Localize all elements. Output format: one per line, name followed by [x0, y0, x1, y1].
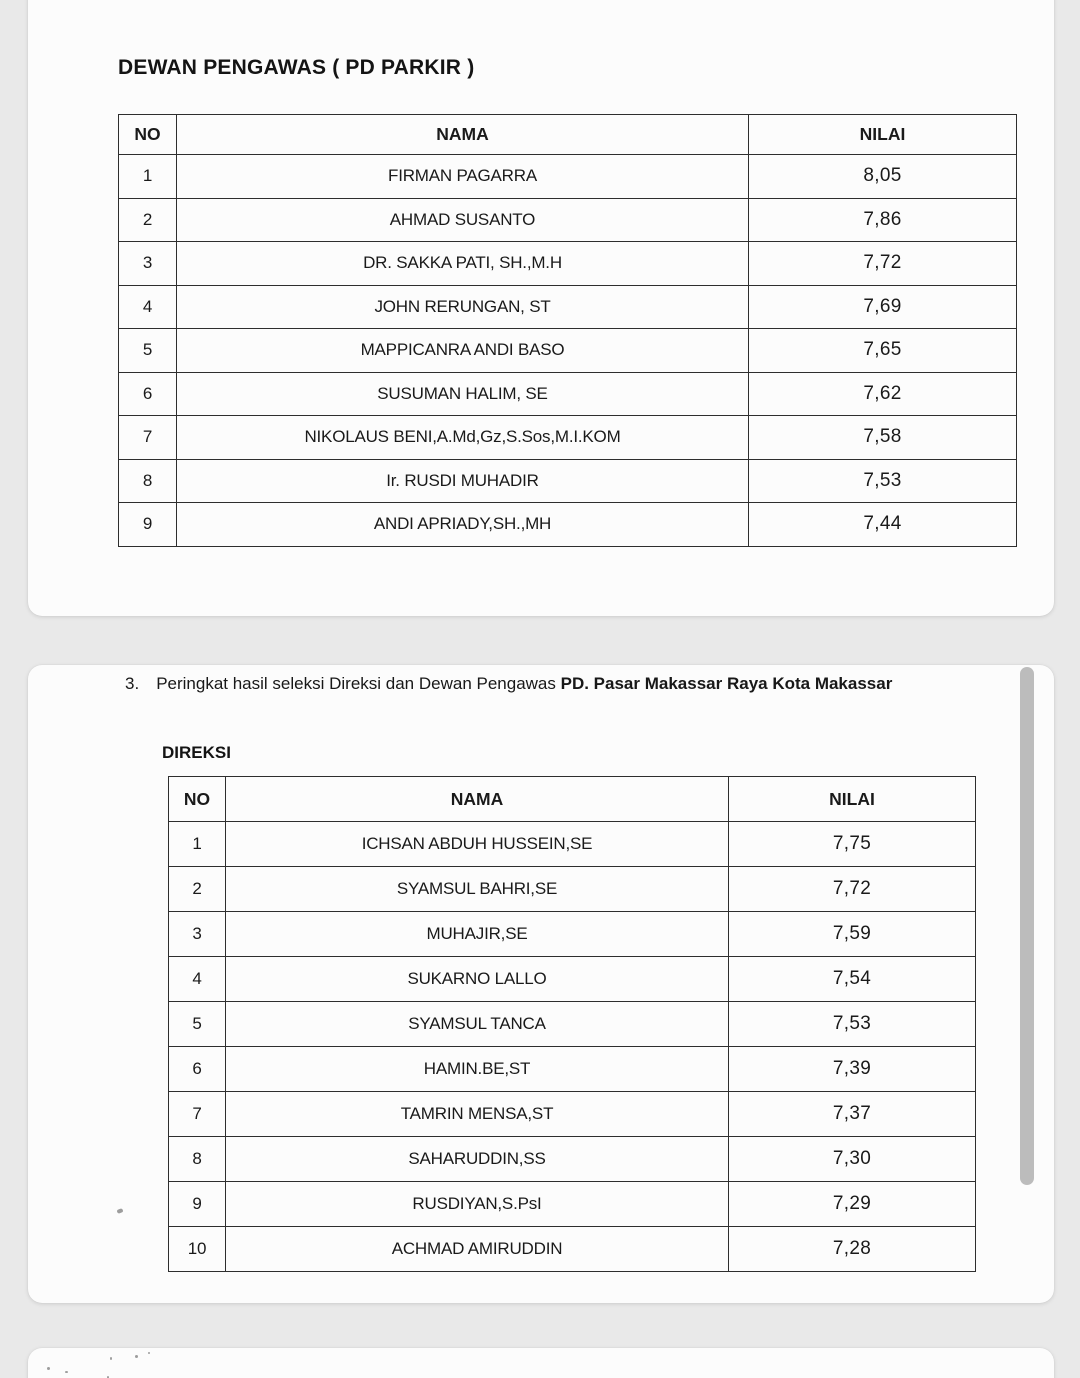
cell-no: 3 [169, 912, 226, 957]
cell-no: 10 [169, 1227, 226, 1272]
cell-nilai: 7,72 [749, 242, 1017, 286]
cell-nama: HAMIN.BE,ST [226, 1047, 729, 1092]
cell-nilai: 7,29 [729, 1182, 976, 1227]
cell-nama: AHMAD SUSANTO [177, 198, 749, 242]
cell-nama: ICHSAN ABDUH HUSSEIN,SE [226, 822, 729, 867]
cell-no: 7 [169, 1092, 226, 1137]
scan-speck [65, 1371, 68, 1373]
cell-nilai: 7,75 [729, 822, 976, 867]
cell-nama: DR. SAKKA PATI, SH.,M.H [177, 242, 749, 286]
header-nama: NAMA [177, 115, 749, 155]
table-row [169, 1227, 976, 1272]
cell-no: 5 [169, 1002, 226, 1047]
cell-no: 4 [119, 285, 177, 329]
cell-no: 8 [119, 459, 177, 503]
cell-nilai: 7,58 [749, 416, 1017, 460]
scan-speck [110, 1357, 112, 1360]
cell-nilai: 7,30 [729, 1137, 976, 1182]
header-no: NO [119, 115, 177, 155]
cell-no: 2 [119, 198, 177, 242]
scrollbar-thumb[interactable] [1020, 667, 1034, 1185]
cell-no: 2 [169, 867, 226, 912]
cell-no: 1 [169, 822, 226, 867]
cell-no: 7 [119, 416, 177, 460]
cell-no: 6 [169, 1047, 226, 1092]
cell-nilai: 7,86 [749, 198, 1017, 242]
cell-nama: SYAMSUL TANCA [226, 1002, 729, 1047]
table-row [119, 329, 1017, 373]
table-row [119, 242, 1017, 286]
header-nilai: NILAI [749, 115, 1017, 155]
table-row [169, 912, 976, 957]
cell-nilai: 7,62 [749, 372, 1017, 416]
direksi-table [168, 776, 976, 1272]
cell-nama: SAHARUDDIN,SS [226, 1137, 729, 1182]
cell-nilai: 7,53 [729, 1002, 976, 1047]
cell-nama: JOHN RERUNGAN, ST [177, 285, 749, 329]
header-nama: NAMA [226, 777, 729, 822]
cell-nilai: 7,54 [729, 957, 976, 1002]
cell-nilai: 7,44 [749, 503, 1017, 547]
section2-heading-bold: PD. Pasar Makassar Raya Kota Makassar [560, 674, 893, 693]
cell-nama: TAMRIN MENSA,ST [226, 1092, 729, 1137]
table-header-row [169, 777, 976, 822]
section2-subheading: DIREKSI [162, 743, 231, 762]
table-row [169, 822, 976, 867]
cell-nilai: 7,72 [729, 867, 976, 912]
cell-nilai: 7,37 [729, 1092, 976, 1137]
table-row [119, 503, 1017, 547]
cell-nilai: 7,28 [729, 1227, 976, 1272]
section1-title: DEWAN PENGAWAS ( PD PARKIR ) [118, 56, 475, 79]
table-row [169, 1002, 976, 1047]
header-nilai: NILAI [729, 777, 976, 822]
table-row [169, 957, 976, 1002]
cell-nilai: 7,69 [749, 285, 1017, 329]
section2-heading [125, 674, 985, 694]
table-row [119, 198, 1017, 242]
cell-nama: MAPPICANRA ANDI BASO [177, 329, 749, 373]
section2-heading-text: Peringkat hasil seleksi Direksi dan Dewan Pengawas PD. Pasar Makassar Raya Kota Makassar [156, 674, 893, 693]
cell-no: 6 [119, 372, 177, 416]
cell-no: 8 [169, 1137, 226, 1182]
table-row [119, 372, 1017, 416]
cell-no: 3 [119, 242, 177, 286]
table-row [119, 416, 1017, 460]
header-no: NO [169, 777, 226, 822]
scan-speck [135, 1355, 138, 1358]
cell-nilai: 7,39 [729, 1047, 976, 1092]
cell-no: 1 [119, 155, 177, 199]
cell-nama: NIKOLAUS BENI,A.Md,Gz,S.Sos,M.I.KOM [177, 416, 749, 460]
cell-no: 9 [169, 1182, 226, 1227]
cell-nama: SUKARNO LALLO [226, 957, 729, 1002]
dewan-pengawas-table [118, 114, 1017, 547]
table-row [169, 867, 976, 912]
cell-nama: ANDI APRIADY,SH.,MH [177, 503, 749, 547]
document-page-card-3 [28, 1348, 1054, 1378]
cell-nilai: 8,05 [749, 155, 1017, 199]
scan-speck [47, 1367, 50, 1370]
cell-nilai: 7,65 [749, 329, 1017, 373]
section2-item-number: 3. [125, 674, 140, 693]
cell-nama: FIRMAN PAGARRA [177, 155, 749, 199]
table-row [119, 459, 1017, 503]
table-row [169, 1137, 976, 1182]
cell-nilai: 7,53 [749, 459, 1017, 503]
cell-nama: ACHMAD AMIRUDDIN [226, 1227, 729, 1272]
table-row [169, 1182, 976, 1227]
table-row [169, 1092, 976, 1137]
cell-nama: RUSDIYAN,S.PsI [226, 1182, 729, 1227]
cell-nama: MUHAJIR,SE [226, 912, 729, 957]
cell-no: 4 [169, 957, 226, 1002]
cell-nilai: 7,59 [729, 912, 976, 957]
cell-nama: SUSUMAN HALIM, SE [177, 372, 749, 416]
table-row [119, 285, 1017, 329]
cell-nama: Ir. RUSDI MUHADIR [177, 459, 749, 503]
table-header-row [119, 115, 1017, 155]
table-row [119, 155, 1017, 199]
cell-no: 5 [119, 329, 177, 373]
table-row [169, 1047, 976, 1092]
cell-nama: SYAMSUL BAHRI,SE [226, 867, 729, 912]
scan-speck [148, 1352, 150, 1354]
cell-no: 9 [119, 503, 177, 547]
